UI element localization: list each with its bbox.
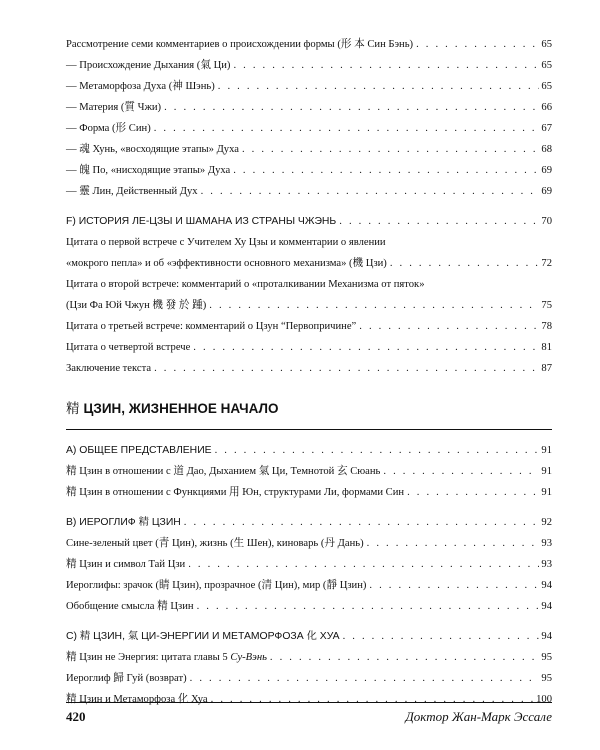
divider bbox=[66, 429, 552, 430]
entry-page: 66 bbox=[541, 102, 552, 113]
dot-leader bbox=[154, 118, 540, 139]
entry-title: — 靈 Лин, Действенный Дух bbox=[66, 186, 198, 197]
toc-entry bbox=[66, 337, 552, 358]
entry-title: Заключение текста bbox=[66, 363, 152, 374]
entry-page: 94 bbox=[541, 580, 552, 591]
entry-page: 91 bbox=[541, 466, 552, 477]
entry-page: 65 bbox=[541, 39, 552, 50]
dot-leader bbox=[164, 97, 539, 118]
toc-entry bbox=[66, 668, 552, 689]
entry-title: «мокрого пепла» и об «эффективности основного механизма» (機 Цзи) bbox=[66, 258, 387, 269]
toc-entry bbox=[66, 596, 552, 617]
section-heading bbox=[66, 440, 552, 461]
dot-leader bbox=[407, 482, 539, 503]
toc-entry bbox=[66, 358, 552, 379]
entry-title: — Форма (形 Син) bbox=[66, 123, 151, 134]
entry-title: Иероглифы: зрачок (睛 Цзин), прозрачное (清 Цин), мир (靜 Цзин) bbox=[66, 580, 367, 591]
entry-title: Рассмотрение семи комментариев о происхождении формы (形 本 Син Бэнь) bbox=[66, 39, 414, 50]
dot-leader bbox=[211, 689, 534, 710]
toc-top-list bbox=[66, 34, 552, 202]
dot-leader bbox=[369, 575, 539, 596]
section-heading bbox=[66, 626, 552, 647]
entry-page: 94 bbox=[541, 601, 552, 612]
dot-leader bbox=[270, 647, 540, 668]
page-number: 420 bbox=[66, 709, 86, 724]
toc-entry bbox=[66, 139, 552, 160]
entry-page: 93 bbox=[541, 559, 552, 570]
toc-page bbox=[66, 34, 552, 710]
toc-entry bbox=[66, 160, 552, 181]
entry-page: 69 bbox=[541, 186, 552, 197]
entry-page: 95 bbox=[541, 652, 552, 663]
dot-leader bbox=[188, 554, 539, 575]
section-b bbox=[66, 512, 552, 617]
part-title-text: ЦЗИН, ЖИЗНЕННОЕ НАЧАЛО bbox=[83, 401, 279, 416]
entry-title: Иероглиф 歸 Гуй (возврат) bbox=[66, 673, 187, 684]
dot-leader bbox=[359, 316, 539, 337]
entry-page: 95 bbox=[541, 673, 552, 684]
dot-leader bbox=[343, 626, 540, 647]
entry-page: 67 bbox=[541, 123, 552, 134]
entry-title bbox=[66, 647, 270, 668]
entry-title-italic: Су-Вэнь bbox=[230, 652, 267, 663]
section-heading-title: F) ИСТОРИЯ ЛЕ-ЦЗЫ И ШАМАНА ИЗ СТРАНЫ ЧЖЭНЬ bbox=[66, 216, 337, 227]
entry-page: 69 bbox=[541, 165, 552, 176]
entry-title: 精 Цзин в отношении с 道 Дао, Дыханием 氣 Ци, Темнотой 玄 Сюань bbox=[66, 466, 381, 477]
entry-title: — Происхождение Дыхания (氣 Ци) bbox=[66, 60, 231, 71]
entry-page: 92 bbox=[541, 517, 552, 528]
entry-title: 精 Цзин в отношении с Функциями 用 Юн, структурами Ли, формами Син bbox=[66, 487, 405, 498]
section-heading-title: C) 精 ЦЗИН, 氣 ЦИ-ЭНЕРГИИ И МЕТАМОРФОЗА 化 ХУА bbox=[66, 631, 340, 642]
dot-leader bbox=[367, 533, 540, 554]
dot-leader bbox=[218, 76, 540, 97]
entry-page: 65 bbox=[541, 60, 552, 71]
entry-title: 精 Цзин и Метаморфоза 化 Хуа bbox=[66, 694, 208, 705]
entry-page: 100 bbox=[536, 694, 552, 705]
toc-entry bbox=[66, 34, 552, 55]
dot-leader bbox=[190, 668, 540, 689]
entry-title: — 魂 Хунь, «восходящие этапы» Духа bbox=[66, 144, 239, 155]
entry-title: — Материя (質 Чжи) bbox=[66, 102, 162, 113]
entry-page: 91 bbox=[541, 487, 552, 498]
entry-page: 94 bbox=[541, 631, 552, 642]
part-title bbox=[66, 397, 552, 421]
entry-title-line1: Цитата о второй встрече: комментарий о «проталкивании Механизма от пяток» bbox=[66, 279, 425, 290]
dot-leader bbox=[339, 211, 539, 232]
dot-leader bbox=[154, 358, 539, 379]
dot-leader bbox=[242, 139, 539, 160]
entry-page: 91 bbox=[541, 445, 552, 456]
section-a bbox=[66, 440, 552, 503]
dot-leader bbox=[209, 295, 539, 316]
entry-page: 75 bbox=[541, 300, 552, 311]
dot-leader bbox=[233, 55, 539, 76]
entry-page: 87 bbox=[541, 363, 552, 374]
entry-title-line1: Цитата о первой встрече с Учителем Ху Цзы и комментарии о явлении bbox=[66, 237, 386, 248]
entry-title: — 魄 По, «нисходящие этапы» Духа bbox=[66, 165, 231, 176]
toc-entry bbox=[66, 689, 552, 710]
section-heading-title: B) ИЕРОГЛИФ 精 ЦЗИН bbox=[66, 517, 181, 528]
section-heading bbox=[66, 211, 552, 232]
toc-entry bbox=[66, 647, 552, 668]
toc-entry bbox=[66, 253, 552, 274]
entry-page: 70 bbox=[541, 216, 552, 227]
entry-title: Цитата о третьей встрече: комментарий о Цзун “Первопричине” bbox=[66, 321, 357, 332]
entry-page: 65 bbox=[541, 81, 552, 92]
entry-title-prefix: 精 Цзин не Энергия: цитата главы 5 bbox=[66, 652, 231, 663]
dot-leader bbox=[193, 337, 539, 358]
dot-leader bbox=[201, 181, 540, 202]
toc-entry bbox=[66, 181, 552, 202]
section-heading bbox=[66, 512, 552, 533]
dot-leader bbox=[416, 34, 539, 55]
dot-leader bbox=[233, 160, 539, 181]
toc-entry bbox=[66, 482, 552, 503]
entry-title: — Метаморфоза Духа (神 Шэнь) bbox=[66, 81, 215, 92]
dot-leader bbox=[383, 461, 539, 482]
entry-page: 68 bbox=[541, 144, 552, 155]
section-f bbox=[66, 211, 552, 379]
entry-title: Обобщение смысла 精 Цзин bbox=[66, 601, 194, 612]
entry-page: 72 bbox=[541, 258, 552, 269]
section-heading-title: A) ОБЩЕЕ ПРЕДСТАВЛЕНИЕ bbox=[66, 445, 212, 456]
entry-page: 78 bbox=[541, 321, 552, 332]
toc-entry bbox=[66, 55, 552, 76]
entry-title: Сине-зеленый цвет (青 Цин), жизнь (生 Шен), киноварь (丹 Дань) bbox=[66, 538, 364, 549]
dot-leader bbox=[215, 440, 540, 461]
entry-page: 81 bbox=[541, 342, 552, 353]
toc-entry bbox=[66, 76, 552, 97]
entry-title: (Цзи Фа Юй Чжун 機 發 於 踵) bbox=[66, 300, 207, 311]
dot-leader bbox=[390, 253, 540, 274]
running-footer-author: Доктор Жан-Марк Эссале bbox=[405, 709, 552, 724]
toc-entry bbox=[66, 118, 552, 139]
toc-entry bbox=[66, 461, 552, 482]
page-footer bbox=[66, 702, 552, 724]
toc-entry bbox=[66, 533, 552, 554]
toc-entry bbox=[66, 575, 552, 596]
section-c bbox=[66, 626, 552, 710]
dot-leader bbox=[197, 596, 540, 617]
dot-leader bbox=[184, 512, 540, 533]
toc-entry bbox=[66, 295, 552, 316]
toc-entry bbox=[66, 554, 552, 575]
entry-title: Цитата о четвертой встрече bbox=[66, 342, 191, 353]
part-title-glyph: 精 bbox=[66, 401, 80, 417]
toc-entry bbox=[66, 97, 552, 118]
toc-entry bbox=[66, 316, 552, 337]
entry-title: 精 Цзин и символ Тай Цзи bbox=[66, 559, 186, 570]
entry-page: 93 bbox=[541, 538, 552, 549]
